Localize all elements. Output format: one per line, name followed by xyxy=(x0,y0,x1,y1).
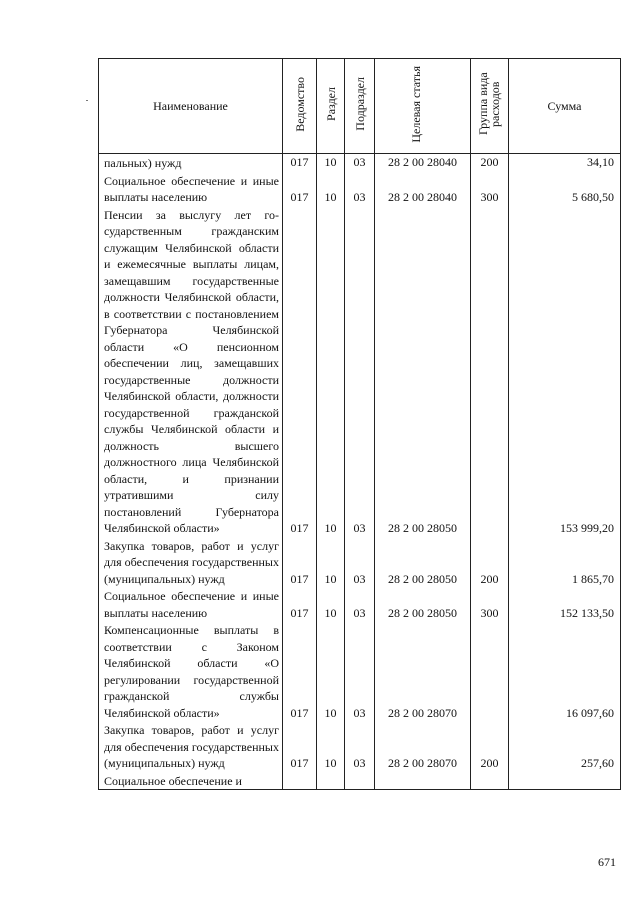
row-group xyxy=(471,206,509,537)
row-target: 28 2 00 28050 xyxy=(375,537,471,588)
row-subsection: 03 xyxy=(345,154,375,172)
table-row xyxy=(99,721,621,772)
header-section xyxy=(317,59,345,154)
row-sum: 5 680,50 xyxy=(509,172,621,206)
row-subsection: 03 xyxy=(345,721,375,772)
row-group: 200 xyxy=(471,537,509,588)
row-name: Пенсии за выслугу лет государственным гражданским служащим Челябинской области и ежемесячные выплаты лицам, замещавшим государственные должности Челябинской области, в соответствии с постановлением Губернатора Челябинской области «О пенсионном обеспечении лиц, замещавших государственные должности Челябинской области, должности государственной гражданской службы Челябинской области и должность высшего должностного лица Челябинской области, и признании утратившими силу постановлений Губернатора Челябинской области» xyxy=(99,206,283,537)
row-sum: 257,60 xyxy=(509,721,621,772)
row-sum: 152 133,50 xyxy=(509,587,621,621)
table-row xyxy=(99,772,621,790)
table-row xyxy=(99,206,621,537)
row-section: 10 xyxy=(317,154,345,172)
table-row xyxy=(99,587,621,621)
header-subsection xyxy=(345,59,375,154)
header-group xyxy=(471,59,509,154)
row-group: 200 xyxy=(471,154,509,172)
margin-mark xyxy=(86,100,88,101)
row-group: 200 xyxy=(471,721,509,772)
row-name: Компенсационные выплаты в соответствии с Законом Челябинской области «О регулировании государственной гражданской службы Челябинской области» xyxy=(99,621,283,721)
row-section: 10 xyxy=(317,172,345,206)
row-target: 28 2 00 28040 xyxy=(375,172,471,206)
header-dept xyxy=(283,59,317,154)
table-row xyxy=(99,621,621,721)
row-sum: 16 097,60 xyxy=(509,621,621,721)
row-dept: 017 xyxy=(283,172,317,206)
row-target: 28 2 00 28040 xyxy=(375,154,471,172)
row-sum: 34,10 xyxy=(509,154,621,172)
header-group-label: Группа вида расходов xyxy=(475,72,502,136)
row-section: 10 xyxy=(317,206,345,537)
row-subsection: 03 xyxy=(345,537,375,588)
row-group: 300 xyxy=(471,587,509,621)
row-sum xyxy=(509,772,621,790)
row-name: Социальное обеспечение и иные выплаты населению xyxy=(99,587,283,621)
header-dept-label: Ведомство xyxy=(292,76,307,132)
header-name: Наименование xyxy=(99,59,283,154)
row-target: 28 2 00 28050 xyxy=(375,587,471,621)
table-body xyxy=(99,154,621,790)
row-target xyxy=(375,772,471,790)
row-dept xyxy=(283,772,317,790)
header-sum: Сумма xyxy=(509,59,621,154)
table-row xyxy=(99,172,621,206)
row-dept: 017 xyxy=(283,587,317,621)
row-target: 28 2 00 28070 xyxy=(375,721,471,772)
row-dept: 017 xyxy=(283,537,317,588)
row-section: 10 xyxy=(317,537,345,588)
row-sum: 153 999,20 xyxy=(509,206,621,537)
row-dept: 017 xyxy=(283,721,317,772)
row-name: Социальное обеспечение и иные выплаты населению xyxy=(99,172,283,206)
row-dept: 017 xyxy=(283,154,317,172)
row-section: 10 xyxy=(317,587,345,621)
header-target-label: Целевая статья xyxy=(408,65,423,143)
row-group xyxy=(471,621,509,721)
header-section-label: Раздел xyxy=(323,87,338,121)
table-row xyxy=(99,154,621,172)
row-subsection xyxy=(345,772,375,790)
table-header xyxy=(99,59,621,154)
row-name: Закупка товаров, работ и услуг для обеспечения государственных (муниципальных) нужд xyxy=(99,537,283,588)
row-subsection: 03 xyxy=(345,587,375,621)
row-name: Закупка товаров, работ и услуг для обеспечения государственных (муниципальных) нужд xyxy=(99,721,283,772)
row-dept: 017 xyxy=(283,206,317,537)
row-subsection: 03 xyxy=(345,206,375,537)
row-section: 10 xyxy=(317,721,345,772)
row-target: 28 2 00 28050 xyxy=(375,206,471,537)
row-name: пальных) нужд xyxy=(99,154,283,172)
header-target xyxy=(375,59,471,154)
row-section xyxy=(317,772,345,790)
row-group xyxy=(471,772,509,790)
budget-table xyxy=(98,58,621,790)
row-subsection: 03 xyxy=(345,172,375,206)
row-group: 300 xyxy=(471,172,509,206)
table-row xyxy=(99,537,621,588)
header-subsection-label: Подраздел xyxy=(352,77,367,131)
row-target: 28 2 00 28070 xyxy=(375,621,471,721)
row-name: Социальное обеспечение и xyxy=(99,772,283,790)
row-subsection: 03 xyxy=(345,621,375,721)
row-dept: 017 xyxy=(283,621,317,721)
row-section: 10 xyxy=(317,621,345,721)
page-number: 671 xyxy=(598,855,616,869)
row-sum: 1 865,70 xyxy=(509,537,621,588)
